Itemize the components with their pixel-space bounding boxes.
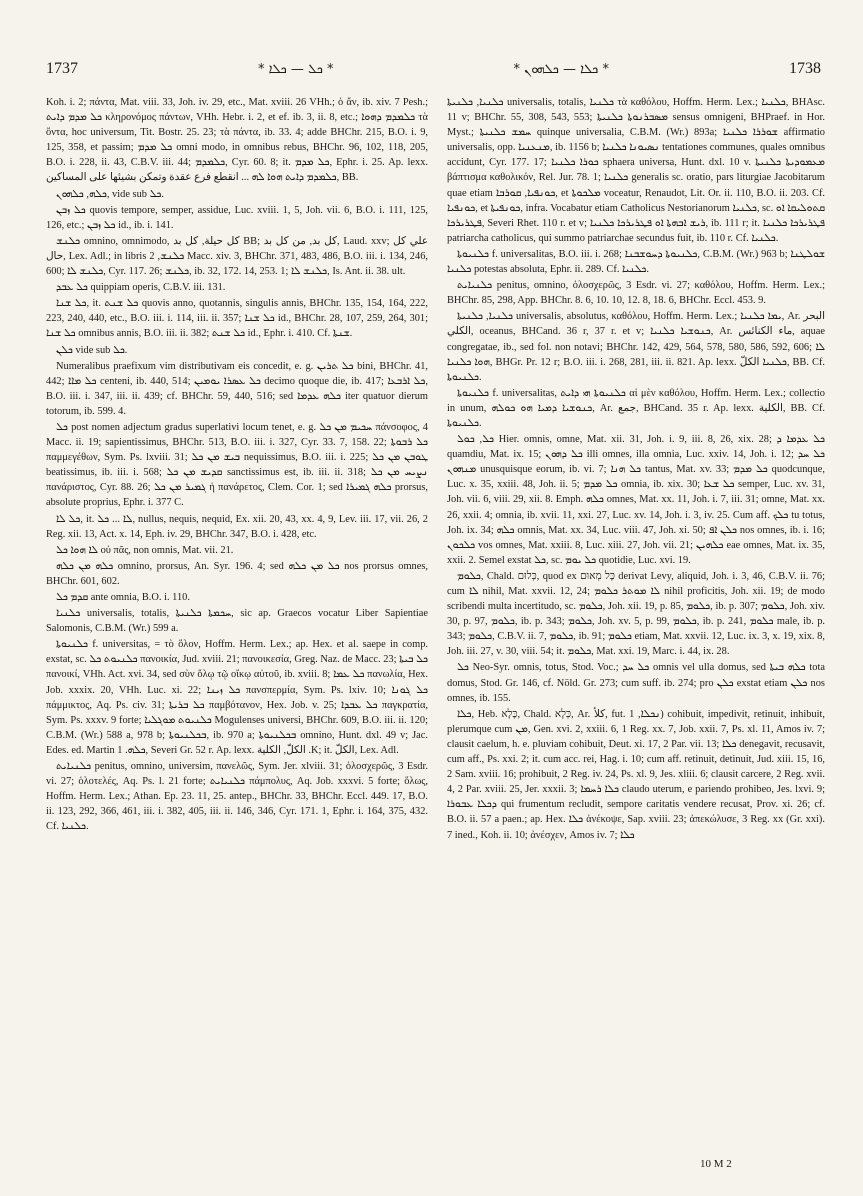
entry-paragraph: ܟܠܢܝܘܬܐ f. universalitas, ܟܠܢܝܘܬܐ ܗܝ ܕܐܝܬ αἱ μὲν καθόλου, Hoffm. Herm. Lex.; collectio in unum, ܟܢܘܫܝܐ ܕܡܝܐ ܗܘ ܟܘܠܗ, Ar. جمع, BHCand. 35 r. Ap. lexx. الكلية, BB. Cf. ܟܠܢܝܘܬܐ.	[447, 387, 825, 429]
signature-mark: 10 M 2	[700, 1158, 732, 1170]
entry-paragraph: ܟܠܢܝܐܝܬ penitus, omnino, universim, πανελῶς, Sym. Jer. xlviii. 31; ὁλοσχερῶς, 3 Esdr. vi. 27; ὁλοτελές, Aq. Ps. l. 21 forte; ܟܠܢܝܐܝܬ πάμπολυς, Aq. Job. xxxvi. 5 forte; ὅλως, Hoffm. Herm. Lex.; Athan. Ep. 23. 11, 25. antep., BHChr. 33, BHChr. Eccl. 449. 17, B.O. ii. 123, 292, 366, 461, iii. i. 382, 405, iii. ii. 146, 346, Cyr. 171. 1, Ephr. i. 164, 375, 432. Cf. ܟܠܢܝܐ.	[46, 761, 428, 833]
left-page-number: 1737	[46, 60, 78, 77]
entry-paragraph: ܟܠܢܝܐ universalis, totalis, ܚܟܡܬܐ ܟܠܢܝܬܐ, sic ap. Graecos vocatur Liber Sapientiae Salomonis, C.B.M. (Wr.) 599 a.	[46, 608, 428, 635]
entry-paragraph: ܠܐ ܗܘܐ ܟܠ οὐ πᾶς, non omnis, Mat. vii. 21.	[56, 544, 234, 556]
entry-paragraph: ܟܠܢܝܐ, ܟܠܢܝܬܐ universalis, totalis, ܟܠܢܝܐ τὰ καθόλου, Hoffm. Herm. Lex.; ܟܠܢܝܐ, BHAsc. 11 v; BHChr. 55, 308, 543, 553; ܡܣܒܪܢܘܬܐ ܟܠܢܝܬܐ sensus omnigeni, BHPraef. in Hor. Myst.; ܚܡܫ ܟܠܢܝܬܐ quinque universalia, C.B.M. (Wr.) 893a; ܫܘܪܪܐ ܟܠܢܝܐ affirmatio universalis, opp. ܡܢܥܢܝܐ, ib. 1156 b; ܢܣܝܘܢܐ ܟܠܢܝܐ tentationes communes, quales omnibus accidunt, Cyr. 177. 17; ܟܘܪܐ ܟܠܢܝܐ sphaera universa, Hunt. dxl. 10 v. ܡܥܡܘܕܝܬܐ ܟܠܢܝܬܐ βάπτισμα καθολικόν, Rel. Jur. 78. 1; ܟܠܢܝܐ generalis sc. oratio, pars liturgiae Jacobitarum quae etiam ܟܘܢܦܝܐ, ܩܘܪܒܐ, et ܡܠܟܘܬܐ voceatur, Renaudot, Lit. Or. ii. 110, B.O. ii. 203. Cf. ܟܘܢܦܝܐ, et ܟܘܢܦܝܬܐ, infra. Vocabatur etiam Catholicus Nestorianorum ܟܠܢܝܐ, sc. ܩܬܘܠܝܩܐ ܐܘ ܦܛܪܝܪܟܐ, Severi Rhet. 110 r. et v; ܪܝܫ ܐܒܗܬܐ ܐܘ ܦܛܪܝܪܟܐ ܟܠܢܝܐ, ib. 111 r; it. ܦܛܪܝܪܟܐ ܟܠܢܝܐ patriarcha catholicus, qui summo patriarchae secundus fuit, ib. 110 r. Cf. ܟܠܢܝܐ.	[447, 97, 825, 244]
entry-paragraph: ܟܠ post nomen adjectum gradus superlativi locum tenet, e. g. ܚܟܝܡ ܡܢ ܟܠ πάνσοφος, 4 Macc. ii. 19; sapientissimus, BHChr. 513, B.O. iii. i. 327, Cyr. 33. 7, 158. 22; ܟܠ ܪܒܘܬܐ παμμεγέθων, Sym. Ps. lxviii. 31; ܒܝܫ ܡܢ ܟܠ nequissimus, B.O. iii. i. 225; ܛܘܒܢ ܡܢ ܟܠ beatissimus, ib. iii. i. 568; ܩܕܝܫ ܡܢ ܟܠ sanctissimus est, ib. iii. ii. 318; ܢܨܝܚ ܡܢ ܟܠ πανάριστος, Cyr. 88. 26; ܓܡܝܪ ܡܢ ܟܠ ἡ πανάρετος, Clem. Cor. 1; sed ܟܠܗ ܓܡܝܪܐ prorsus, absolute proprius, Ephr. i. 377 C.	[46, 421, 428, 509]
entry-paragraph: ܟܠܗ ܡܢ ܟܠܗ omnino, prorsus, An. Syr. 196. 4; sed ܟܠ ܡܢ ܟܠܗ nos prorsus omnes, BHChr. 601, 602.	[46, 560, 428, 587]
entry-paragraph: ܟܠ ܙܒܢ quovis tempore, semper, assidue, Luc. xviii. 1, 5, Joh. vii. 6, B.O. i. 111, 125, 126, etc.; ܟܠ ܙܒܢ id., ib. i. 141.	[46, 204, 428, 231]
left-running-title-group	[258, 62, 333, 77]
entry-paragraph: ܟܠܗ, ܟܠܗܘܢ, vide sub ܟܠ.	[56, 188, 164, 200]
entry-paragraph: Koh. i. 2; πάντα, Mat. viii. 33, Joh. iv. 29, etc., Mat. xviii. 26 VHh.; ὁ ἄν, ib. xiv. 7 Pesh.; ܟܠ ܡܕܡ ܕܐܝܬ κληρονόμος πάντων, VHh. Hebr. i. 2, et ef. ib. 3, ii. 8, etc.; ܟܠܡܕܡ ܕܗܘܐ τὰ ὄντα, hoc universum, Tit. Bostr. 25. 23; τὰ πάντα, ib. 33. 4; adde BHChr. 215, B.O. i. 9, 125, 358, et passim; ܟܠ ܡܕܡ omni modo, in omnibus rebus, BHChr. 96, 102, 118, 205, B.O. i. 228, ii. 43, C.B.V. iii. 44; ܟܠܡܕܡ, Cyr. 60. 8; it. ܟܠ ܡܕܡ, Ephr. i. 25. Ap. lexx. ܟܠܡܕܡ ܕܐܝܬ ܗܘܐ ܠܗ ... انقطع فرع عقدة وتمكن بشيئها على المساكين, BB.	[46, 97, 428, 184]
entry-paragraph: Numeralibus praefixum vim distributivam eis concedit, e. g. ܟܠ ܬܪܝܢ bini, BHChr. 41, 442; ܟܠ ܡܐܐ centeni, ib. 440, 514; ܟܠ ܥܣܪܐ ܝܘܡܝܢ decimo quoque die, ib. 417; ܟܠ ܐܪܒܥܐ, B.O. iii. i. 347, iii. ii. 439; cf. BHChr. 59, 440, 516; sed ܟܠܗ ܥܕܡܐ iter quatuor dierum totorum, ib. 599. 4.	[46, 360, 428, 417]
entry-paragraph: ܟܠܢܝܐ, ܟܠܢܝܬܐ universalis, absolutus, καθόλου, Hoffm. Herm. Lex.; ܝܡܐ ܟܠܢܝܐ, Ar. البحر الكلي, oceanus, BHCand. 36 r, 37 r. et v; ܟܢܘܫܝܐ ܟܠܢܝܐ, Ar. ماء الكنائس, aquae congregatae, ib., sed fol. non notavi; BHChr. 142, 429, 564, 578, 580, 586, 592, 606; ܠܐ ܗܘܐ ܟܠܢܝܐ, BHGr. Pr. 12 r; B.O. iii. i. 268, 281, iii. ii. 821. Ap. lexx. ܟܠܢܝܐ الكلّ, BB. Cf. ܟܠܢܝܘܬܐ.	[447, 311, 825, 383]
entry-paragraph: ܟܠ ܥܒܕ quippiam operis, C.B.V. iii. 131.	[56, 282, 226, 294]
entry-paragraph: ܟܠ, ܟܘܠ Hier. omnis, omne, Mat. xii. 31, Joh. i. 9, iii. 8, 26, xix. 28; ܟܠ ܥܕܡܐ ܕ quamdiu, Mat. ix. 15; ܟܠ ܕܗܘܢ illi omnes, illa omnia, Luc. xxiv. 14, Joh. i. 12; ܟܠ ܚܕ ܡܢܗܘܢ unusquisque eorum, ib. vi. 7; ܟܠ ܗܢܐ tantus, Mat. xv. 33; ܟܠ ܡܕܡ quodcunque, Luc. x. 35, xxiii. 48, Joh. ii. 5; ܟܠ ܡܕܡ omnia, ib. xix. 30; ܟܠ ܫܥܐ semper, Luc. xv. 31, Joh. vii. 6, viii. 29, xii. 8. Emph. ܟܠܗ omnes, Mat. xx. 11, Joh. i. 7, iii. 31; omne, Mat. xx. 26, xxii. 4; omnia, ib. xvii. 11, xxi. 27, Luc. xv. 14, Joh. i. 3, iv. 25. Cum aff. ܟܠܟ tu totus, Joh. ix. 34; ܟܠܗ omnis, Mat. xx. 34, Luc. viii. 47, Joh. xi. 50; ܟܠܢ ܐܦ nos omnes, ib. i. 16; ܟܠܟܘܢ vos omnes, Mat. xxiii. 8, Luc. xiii. 27, Joh. vii. 21; ܟܠܗܝܢ eae omnes, Mat. ix. 35, xxii. 2. Semel exstat ܟܠ, sc. ܟܠ ܝܘܡ quotidie, Luc. xvi. 19.	[447, 434, 825, 566]
right-header-group	[789, 60, 821, 78]
left-running-title: * ܟܠ — ܟܠܐ *	[258, 61, 334, 77]
entry-paragraph: ܟܠܢܝܘܬܐ f. universitas, = τὸ ὅλον, Hoffm. Herm. Lex.; ap. Hex. et al. saepe in comp. exstat, sc. ܟܠܢܝܘܬ ܟܠ πανοικία, Jud. xviii. 21; πανοικεσία, Greg. Naz. de Macc. 23; ܟܠ ܒܝܬܐ πανοικί, VHh. Act. xvi. 34, sed σὺν ὅλῳ τῷ οἴκῳ αὐτοῦ, ib. xviii. 8; ܟܠ ܥܡܐ πανωλία, Hex. Job. xxxix. 20, VHh. Luc. xi. 22; ܟܠ ܙܝܢܐ πανσπερμία, Sym. Ps. lxiv. 10; ܟܠ ܓܘܢܐ πάμμικτος, Aq. Ps. civ. 31; ܟܠ ܒܪܝܬܐ παμβότανον, Hex. Job. v. 25; ܟܠ ܥܒܕܐ παγκρατία, Sym. Ps. xxxv. 9 forte; ܟܠܢܝܘܬ ܡܘܓܠܝܐ Mogulenses universi, BHChr. 609, B.O. iii. ii. 120; C.B.M. (Wr.) 588 a, 978 b; ܒܟܠܢܝܘܬܐ, ib. 970 a; ܒܟܠܢܝܘܬܐ omnino, Hunt. dxl. 49 v; Jac. Edes. ed. Martin ܟܠܗ. 1, Severi Gr. 52 r. Ap. lexx. الكلّ, الكلية .K; it. الكلّ, Lex. Adl.	[46, 639, 428, 756]
entry-paragraph: ܟܠܘܡ, Chald. כְּלוּם, quod ex כָּל מְאוּם derivat Levy, aliquid, Joh. i. 3, 46, C.B.V. ii. 76; cum ܠܐ nihil, Mat. xxvii. 12, 24; ܠܐ ܡܘܬܪ ܟܠܘܡ nihil proficitis, Joh. xii. 19; de modo scribendi multa incertitudo, sc. ܟܠܘܡ, Joh. xii. 19, p. 85, ܟܠܘܡ, ib. p. 307; ܟܠܘܡ, Joh. xiv. 30, p. 97, ܟܠܘܡ, ib. p. 343; ܟܠܘܡ, Joh. xv. 5, p. 99, ܟܠܘܡ, ib. p. 241, ܟܠܘܡ male, ib. p. 343; ܟܠܘܡ, C.B.V. ii. 7, ܟܠܘܡ, ib. 91; ܟܠܘܡ etiam, Mat. xxvii. 12, Luc. ix. 3, x. 19, xix. 8, Joh. iii. 27, v. 30, viii. 54; it. ܟܠܘܡ, Mat. xxi. 19, Marc. i. 44, ix. 28.	[447, 570, 825, 658]
entry-paragraph: ܟܠܢܫ omnino, omnimodo, كل حيلة, كل بد BB; كل بد, من كل بد, Laud. xxv; علي كل حال, Lex. Adl.; in libris ܟܠܢܫ, 2 Macc. xiv. 3, BHChr. 371, 483, 486, B.O. iii. i. 134, 246, 600; ܟܠܢܫ ܠܐ, Cyr. 117. 26; ܟܠܢܫ, ib. 32, 172. 14, 253. 1; ܟܠܢܫ ܠܐ, Is. Ant. ii. 38. ult.	[46, 235, 428, 278]
right-running-title: * ܟܠܐ — ܟܠܗܘܢ *	[513, 61, 609, 77]
entry-paragraph: ܟܠ ܫܢܐ, it. ܟܠ ܫܢܬ quovis anno, quotannis, singulis annis, BHChr. 135, 154, 164, 222, 223, 240, 440, etc., B.O. iii. i. 114, iii. ii. 357; ܟܠ ܫܢܐ id., BHChr. 28, 107, 259, 264, 301; ܟܠ ܫܢܐ omnibus annis, B.O. iii. ii. 382; ܟܠ ܫܢܬ id., Ephr. i. 410. Cf. ܫܢܬܐ.	[46, 298, 428, 340]
running-header	[46, 58, 821, 80]
right-column	[447, 95, 825, 1146]
entry-paragraph: ܟܠܐ, Heb. כָּלָא, Chald. כְּלָא, Ar. كلأ, fut. ܢܟܠܐ, 1) cohibuit, impedivit, retinuit, inhibuit, plerumque cum ܡܢ, Gen. xvi. 2, xxiii. 6, 1 Reg. xx. 7, Job. xxii. 7, Ps. xl. 11, Amos iv. 7; clausit caelum, h. e. pluviam cohibuit, Deut. xi. 17, 2 Par. vii. 13; ܟܠܐ denegavit, recusavit, cum aff., Ps. xxi. 2; it. cum acc. rei, Hag. i. 10; cum aff. retinuit, detinuit, Jud. xiii. 15, 16, 2 Sam. xviii. 16; prohibuit, 2 Reg. iv. 24, Ps. xl. 9, Jes. xliii. 6; clausit carcere, 2 Reg. xvii. 4, 2 Par. xviii. 25, Jer. xxxii. 3; ܟܠܐ ܪܚܡܐ claudo uterum, e pariendo prohibeo, Jes. lxvi. 9; ܕܟܠܐ ܥܒܘܪܐ qui frumentum recludit, sempore caritatis vendere recusat, Prov. xi. 26; cf. B.O. ii. 57 a paen.; ap. Hex. ܟܠܐ ἀνέκοψε, Sap. xviii. 23; ἀπεκώλυσε, 3 Reg. xx (Gr. xxi). 7 ined., Koh. ii. 10; ἀνέσχεν, Amos iv. 7; ܟܠܐ	[447, 708, 825, 841]
right-page-number: 1738	[788, 60, 821, 77]
left-header-group	[46, 60, 78, 78]
entry-paragraph: ܟܠ Neo-Syr. omnis, totus, Stod. Voc.; ܟܠ ܚܕ omnis vel ulla domus, sed ܟܠܗ ܒܝܬܐ tota domus, Stod. Gr. 146, cf. Nöld. Gr. 273; cum suff. ib. 274; pro ܟܠܢ exstat etiam ܟܠܢ nos omnes, ib. 155.	[447, 662, 825, 704]
left-column	[46, 95, 428, 1146]
right-running-title-group	[514, 62, 609, 77]
entry-paragraph: ܟܠܢܝܐܝܬ penitus, omnino, ὁλοσχερῶς, 3 Esdr. vi. 27; καθόλου, Hoffm. Herm. Lex.; BHChr. 85, 298, App. BHChr. 8. 6, 10. 10, 12. 8, 18. 6, BHChr. Eccl. 453. 9.	[447, 280, 825, 307]
entry-paragraph: ܟܠ ܠܐ, it. ܠܐ ... ܟܠ, nullus, nequis, nequid, Ex. xii. 20, 43, xx. 4, 9, Lev. iii. 17, vii. 26, 2 Reg. xii. 13, Act. x. 14, Eph. iv. 29, BHChr. 347, B.O. i. 428, etc.	[46, 513, 428, 540]
entry-paragraph: ܩܕܡ ܟܠ ante omnia, B.O. i. 110.	[56, 592, 190, 603]
entry-paragraph: ܟܠܢ vide sub ܟܠ.	[56, 344, 128, 356]
entry-paragraph: ܟܠܢܝܘܬܐ f. universalitas, B.O. iii. i. 268; ܟܠܢܝܘܬܐ ܕܚܘܫܒܢܐ, C.B.M. (Wr.) 963 b; ܫܘܠܛܢܐ ܟܠܢܝܐ potestas absoluta, Ephr. ii. 289. Cf. ܟܠܢܝܐ.	[447, 248, 825, 276]
